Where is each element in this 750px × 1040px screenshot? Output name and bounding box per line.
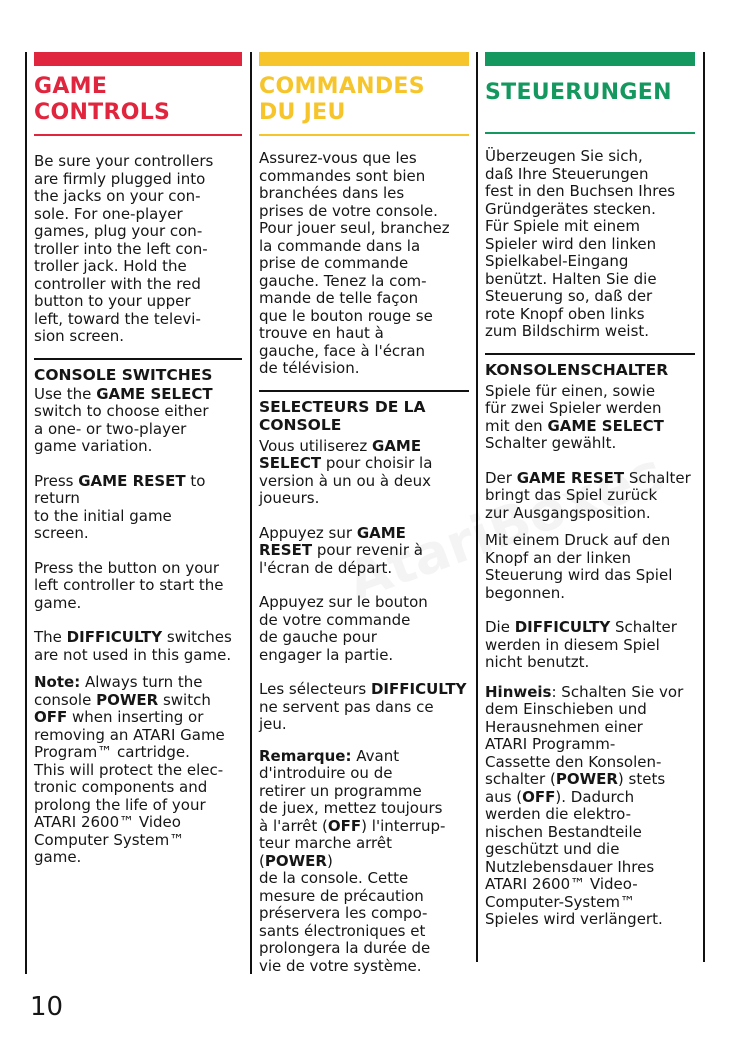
heading-konsolenschalter: KONSOLENSCHALTER [485, 360, 669, 379]
paragraph-game-select-de: Spiele für einen, sowie für zwei Spieler werden mit den GAME SELECT Schalter gewählt. [485, 381, 664, 452]
paragraph-difficulty-fr: Les sélecteurs DIFFICULTY ne servent pas dans ce jeu. [259, 680, 467, 733]
paragraph-game-reset-en: Press GAME RESET to return to the initial game screen. [34, 471, 206, 542]
note-paragraph-en: Note: Always turn the console POWER switch OFF when inserting or removing an ATARI Game Program™ cartridge. This will protect the elec- tronic components and prolong the life of your ATARI 2600™ Video Computer System™ game. [34, 673, 225, 866]
column-rule-left [25, 52, 27, 974]
divider-green [485, 132, 695, 134]
paragraph-start-en: Press the button on your left controller to start the game. [34, 558, 224, 612]
divider-red [34, 134, 242, 136]
column-german [485, 52, 695, 929]
paragraph-start-fr: Appuyez sur le bouton de votre commande de gauche pour engager la partie. [259, 593, 428, 664]
column-rule-center-left [250, 52, 252, 974]
note-paragraph-de: Hinweis: Schalten Sie vor dem Einschieben und Herausnehmen einer ATARI Programm- Cassette den Konsolen- schalter (POWER) stets aus (OFF). Dadurch werden die elektro- nischen Bestandteile geschützt und die Nutzlebensdauer Ihres ATARI 2600™ Video- Computer-System™ Spieles wird verlängert. [485, 682, 684, 928]
heading-steuerungen: STEUERUNGEN [485, 80, 672, 105]
heading-game-controls: GAME CONTROLS [34, 74, 171, 125]
divider-selecteurs [259, 390, 469, 392]
paragraph-game-select-fr: Vous utiliserez GAME SELECT pour choisir la version à un ou à deux joueurs. [259, 436, 433, 507]
column-english [34, 52, 242, 867]
column-rule-right [703, 52, 705, 962]
divider-yellow [259, 134, 469, 136]
paragraph-difficulty-en: The DIFFICULTY switches are not used in this game. [34, 628, 232, 664]
paragraph-game-select-en: Use the GAME SELECT switch to choose either a one- or two-player game variation. [34, 384, 213, 455]
column-french [259, 52, 469, 975]
intro-paragraph-en: Be sure your controllers are firmly plugged into the jacks on your con- sole. For one-player games, plug your con- troller into the left con- troller jack. Hold the controller with the red button to your upper left, toward the televi- sion screen. [34, 152, 214, 345]
heading-selecteurs-console: SELECTEURS DE LA CONSOLE [259, 397, 426, 434]
heading-commandes-du-jeu: COMMANDES DU JEU [259, 74, 425, 125]
paragraph-game-reset-fr: Appuyez sur GAME RESET pour revenir à l'écran de départ. [259, 523, 423, 577]
note-paragraph-fr: Remarque: Avant d'introduire ou de retirer un programme de juex, mettez toujours à l'arrêt (OFF) l'interrup- teur marche arrêt (POWER) de la console. Cette mesure de précaution préservera les compo- sants électroniques et prolongera la durée de vie de votre système. [259, 746, 446, 975]
color-bar-green [485, 52, 695, 66]
divider-console-switches [34, 358, 242, 360]
paragraph-game-reset-de: Der GAME RESET Schalter bringt das Spiel zurück zur Ausgangsposition. [485, 468, 691, 522]
heading-console-switches: CONSOLE SWITCHES [34, 365, 213, 384]
paragraph-difficulty-de: Die DIFFICULTY Schalter werden in diesem Spiel nicht benutzt. [485, 618, 677, 671]
intro-paragraph-de: Überzeugen Sie sich, daß Ihre Steuerungen fest in den Buchsen Ihres Gründgerätes stecken. Für Spiele mit einem Spieler wird den linken Spielkabel-Eingang benützt. Halten Sie die Steuerung so, daß der rote Knopf oben links zum Bildschirm weist. [485, 147, 676, 340]
page-number: 10 [30, 992, 64, 1022]
intro-paragraph-fr: Assurez-vous que les commandes sont bien branchées dans les prises de votre console. Pour jouer seul, branchez la commande dans la prise de commande gauche. Tenez la com- mande de telle façon que le bouton rouge se trouve en haut à gauche, face à l'écran de télévision. [259, 149, 450, 377]
color-bar-yellow [259, 52, 469, 66]
divider-konsolenschalter [485, 353, 695, 355]
paragraph-start-de: Mit einem Druck auf den Knopf an der linken Steuerung wird das Spiel begonnen. [485, 531, 673, 602]
color-bar-red [34, 52, 242, 66]
